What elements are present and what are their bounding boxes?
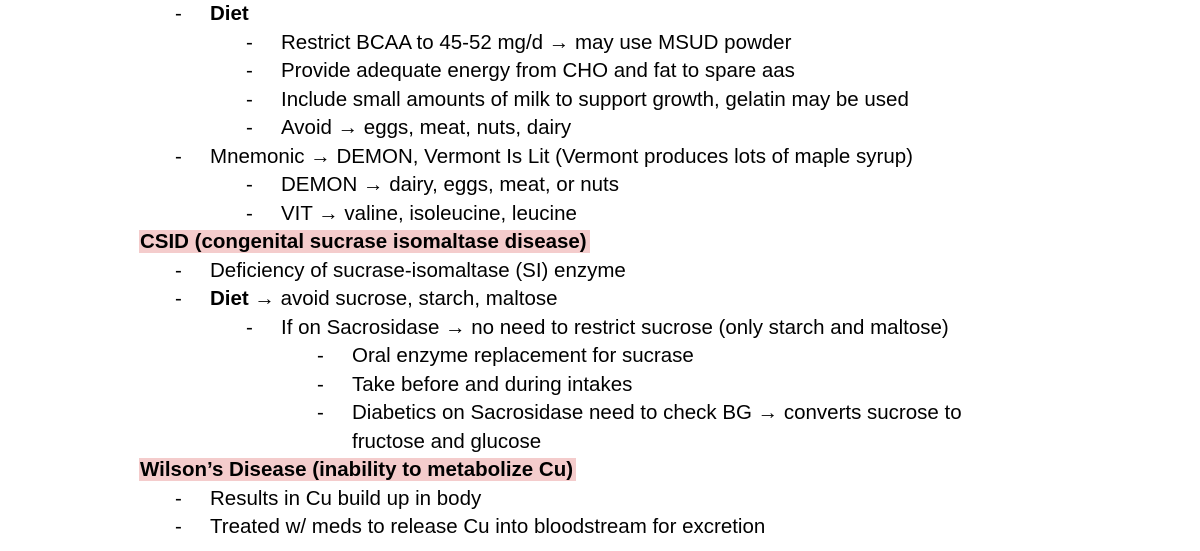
list-item: Avoid → eggs, meat, nuts, dairy [281, 116, 572, 139]
section-heading [139, 456, 576, 484]
bullet-dash: - [246, 116, 253, 139]
bullet-dash: - [175, 486, 182, 510]
list-item: Diabetics on Sacrosidase need to check BG → converts sucrose to [352, 401, 962, 424]
bullet-dash: - [246, 30, 253, 54]
bullet-dash: - [246, 59, 253, 82]
highlighted-heading-text: Wilson’s Disease (inability to metabolize Cu) [139, 458, 576, 481]
bullet-dash: - [317, 372, 324, 396]
list-item: Oral enzyme replacement for sucrase [352, 344, 694, 367]
list-item: Results in Cu build up in body [210, 486, 482, 510]
list-item: VIT → valine, isoleucine, leucine [281, 201, 577, 225]
list-item: Mnemonic → DEMON, Vermont Is Lit (Vermont produces lots of maple syrup) [210, 144, 913, 168]
list-item: Restrict BCAA to 45-52 mg/d → may use MSUD powder [281, 30, 792, 54]
bold-lead: Diet [210, 287, 249, 310]
bullet-dash: - [246, 173, 253, 196]
bullet-dash: - [175, 515, 182, 538]
list-item: Treated w/ meds to release Cu into bloodstream for excretion [210, 515, 766, 538]
list-item: If on Sacrosidase → no need to restrict sucrose (only starch and maltose) [281, 315, 949, 339]
highlighted-heading-text: CSID (congenital sucrase isomaltase disease) [139, 230, 590, 253]
bullet-dash: - [175, 144, 182, 168]
list-item: Include small amounts of milk to support growth, gelatin may be used [281, 87, 909, 111]
bullet-dash: - [175, 287, 182, 310]
bullet-dash: - [317, 344, 324, 367]
list-item-text: → avoid sucrose, starch, maltose [248, 287, 558, 310]
bullet-dash: - [175, 2, 182, 25]
bullet-dash: - [175, 258, 182, 282]
bullet-dash: - [246, 87, 253, 111]
section-heading [139, 228, 590, 256]
list-item-continuation: fructose and glucose [352, 429, 542, 453]
bullet-dash: - [317, 401, 324, 424]
bold-lead: Diet [210, 2, 249, 25]
list-item [210, 285, 558, 313]
bullet-dash: - [246, 315, 253, 339]
list-item: Take before and during intakes [352, 372, 633, 396]
list-item: Deficiency of sucrase-isomaltase (SI) enzyme [210, 258, 626, 282]
bullet-dash: - [246, 201, 253, 225]
list-item: Provide adequate energy from CHO and fat to spare aas [281, 59, 795, 82]
list-item [210, 0, 249, 28]
list-item: DEMON → dairy, eggs, meat, or nuts [281, 173, 619, 196]
